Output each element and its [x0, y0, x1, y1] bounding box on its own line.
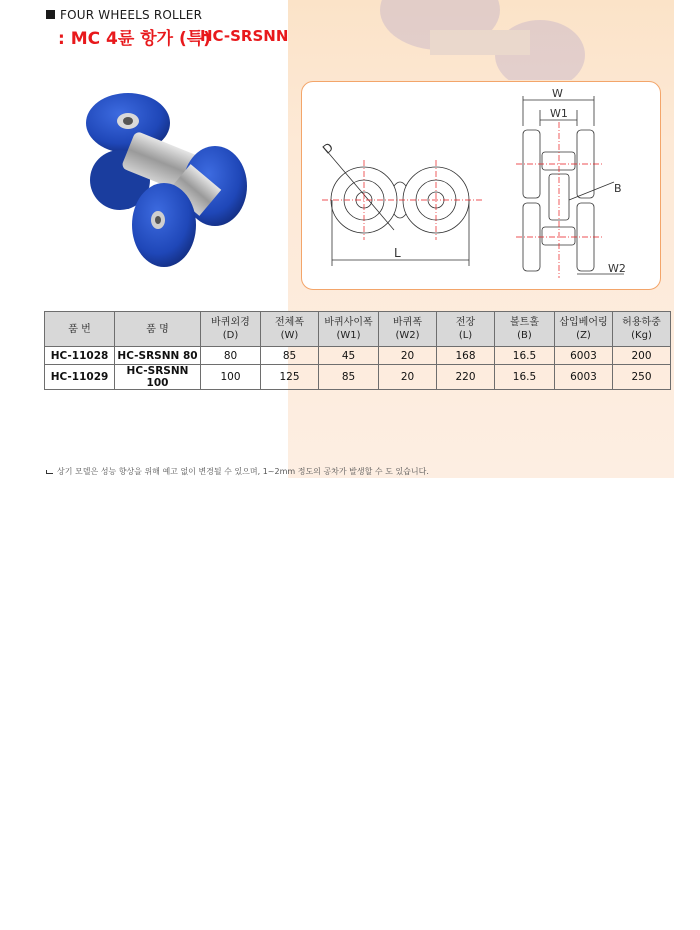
cell-total-width: 125 [261, 365, 319, 390]
cell-bolt-hole: 16.5 [495, 365, 555, 390]
cell-product-name: HC-SRSNN 80 [115, 347, 201, 365]
table-row [45, 347, 671, 365]
header-bearing: 삽입베어링 (Z) [555, 312, 613, 347]
cell-part-number: HC-11028 [45, 347, 115, 365]
cell-length: 220 [437, 365, 495, 390]
cell-load: 250 [613, 365, 671, 390]
header-bolt-hole: 볼트홀 (B) [495, 312, 555, 347]
header-wheel-gap: 바퀴사이폭 (W1) [319, 312, 379, 347]
product-title: : MC 4륜 항가 (특) [58, 29, 211, 49]
header-length: 전장 (L) [437, 312, 495, 347]
label-w1: W1 [550, 107, 568, 120]
label-b: B [614, 182, 622, 195]
cell-wheel-gap: 85 [319, 365, 379, 390]
product-code: HC-SRSNN [200, 27, 289, 45]
cell-bolt-hole: 16.5 [495, 347, 555, 365]
header-load: 허용하중 (Kg) [613, 312, 671, 347]
header-wheel-diameter: 바퀴외경 (D) [201, 312, 261, 347]
cell-bearing: 6003 [555, 365, 613, 390]
disclaimer-text: 상기 모델은 성능 향상을 위해 예고 없이 변경될 수 있으며, 1~2mm 정도의 공차가 발생할 수 도 있습니다. [57, 467, 429, 476]
cell-load: 200 [613, 347, 671, 365]
label-w: W [552, 87, 563, 100]
header-part-number: 품 번 [45, 312, 115, 347]
table-header-row [45, 312, 671, 347]
table-row [45, 365, 671, 390]
cell-total-width: 85 [261, 347, 319, 365]
label-w2: W2 [608, 262, 626, 275]
cell-length: 168 [437, 347, 495, 365]
header-wheel-width: 바퀴폭 (W2) [379, 312, 437, 347]
header-product-name: 품 명 [115, 312, 201, 347]
cell-wheel-diameter: 100 [201, 365, 261, 390]
product-photo [80, 88, 260, 273]
cell-wheel-width: 20 [379, 347, 437, 365]
category-label: FOUR WHEELS ROLLER [60, 8, 203, 22]
cell-wheel-diameter: 80 [201, 347, 261, 365]
disclaimer-note [46, 466, 429, 477]
header-bullet [46, 10, 55, 19]
cell-wheel-gap: 45 [319, 347, 379, 365]
cell-wheel-width: 20 [379, 365, 437, 390]
background-product-image [360, 0, 600, 80]
spec-table [44, 311, 671, 390]
label-l: L [394, 246, 401, 260]
header-total-width: 전체폭 (W) [261, 312, 319, 347]
cell-product-name: HC-SRSNN 100 [115, 365, 201, 390]
cell-bearing: 6003 [555, 347, 613, 365]
cell-part-number: HC-11029 [45, 365, 115, 390]
technical-drawing [301, 81, 661, 290]
note-marker-icon [46, 470, 53, 474]
label-d: D [319, 139, 337, 157]
